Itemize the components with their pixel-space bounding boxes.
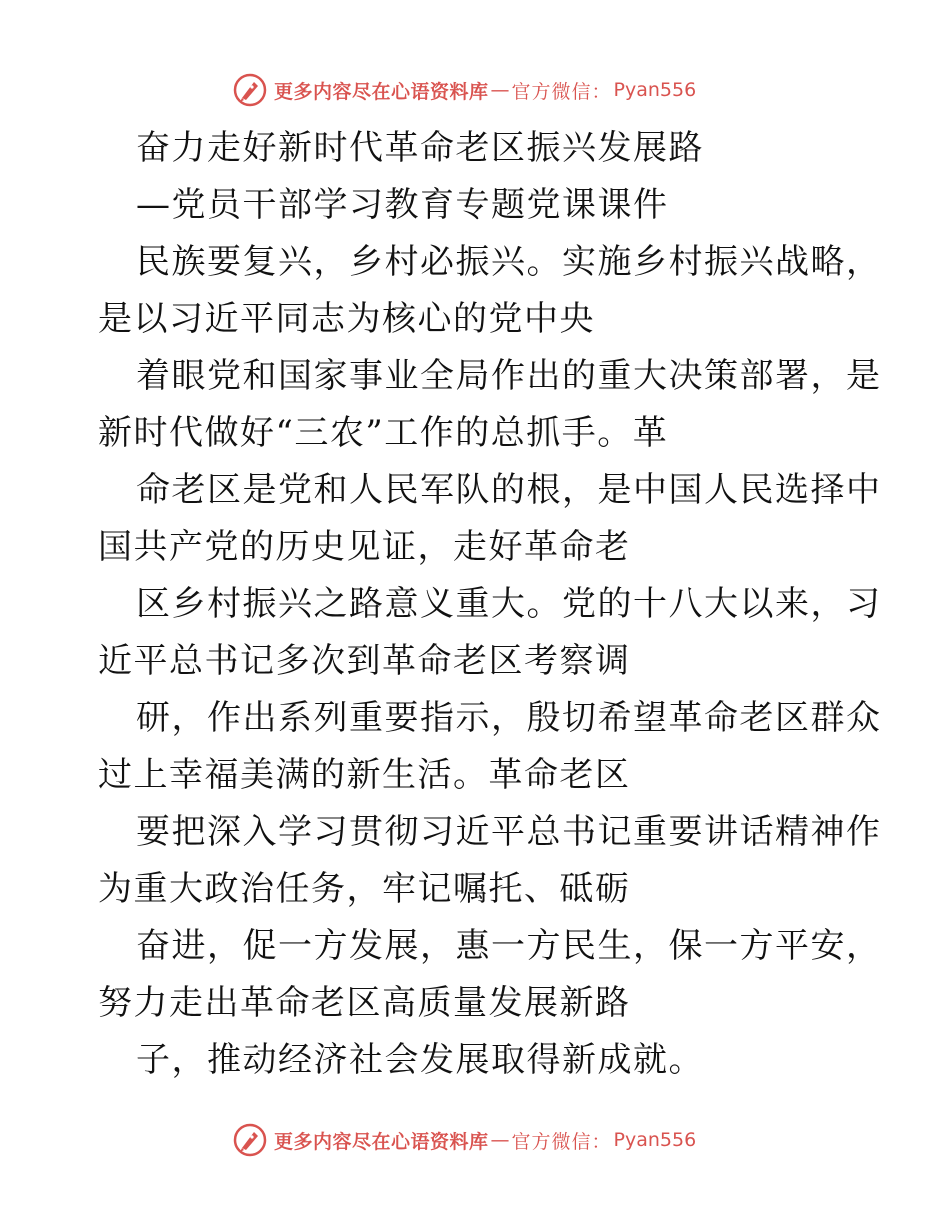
paragraph-line: 国共产党的历史见证，走好革命老 [98, 527, 631, 567]
watermark-site-text: 更多内容尽在心语资料库 [274, 1130, 489, 1153]
paragraph-line: 研，作出系列重要指示，殷切希望革命老区群众 [136, 698, 882, 738]
watermark-wechat-label: 官方微信： [511, 80, 612, 103]
paragraph-line: 子，推动经济社会发展取得新成就。 [136, 1040, 704, 1080]
paragraph-line: 着眼党和国家事业全局作出的重大决策部署，是 [136, 356, 882, 396]
paragraph-line: 奋进，促一方发展，惠一方民生，保一方平安， [136, 926, 882, 966]
paragraph-line: 近平总书记多次到革命老区考察调 [98, 641, 631, 681]
watermark-separator: — [490, 1129, 510, 1151]
paragraph-line: 命老区是党和人民军队的根，是中国人民选择中 [136, 470, 882, 510]
watermark-wechat-label: 官方微信： [511, 1130, 612, 1153]
document-title: 奋力走好新时代革命老区振兴发展路 [136, 128, 704, 168]
paragraph-line: 过上幸福美满的新生活。革命老区 [98, 755, 631, 795]
document-body [98, 120, 882, 1089]
watermark-separator: — [490, 79, 510, 101]
watermark-wechat-id: Pyan556 [613, 1129, 697, 1151]
pen-nib-logo-icon [232, 1122, 268, 1158]
paragraph-line: 区乡村振兴之路意义重大。党的十八大以来，习 [136, 584, 882, 624]
paragraph-line: 努力走出革命老区高质量发展新路 [98, 983, 631, 1023]
watermark-banner-bottom [232, 1120, 732, 1160]
paragraph-line: 民族要复兴，乡村必振兴。实施乡村振兴战略， [136, 242, 882, 282]
paragraph-line: 新时代做好“三农”工作的总抓手。革 [98, 413, 669, 453]
watermark-banner-top [232, 70, 732, 110]
document-subtitle: —党员干部学习教育专题党课课件 [136, 185, 669, 225]
paragraph-line: 为重大政治任务，牢记嘱托、砥砺 [98, 869, 631, 909]
watermark-wechat-id: Pyan556 [613, 79, 697, 101]
paragraph-line: 要把深入学习贯彻习近平总书记重要讲话精神作 [136, 812, 882, 852]
watermark-site-text: 更多内容尽在心语资料库 [274, 80, 489, 103]
pen-nib-logo-icon [232, 72, 268, 108]
paragraph-line: 是以习近平同志为核心的党中央 [98, 299, 595, 339]
